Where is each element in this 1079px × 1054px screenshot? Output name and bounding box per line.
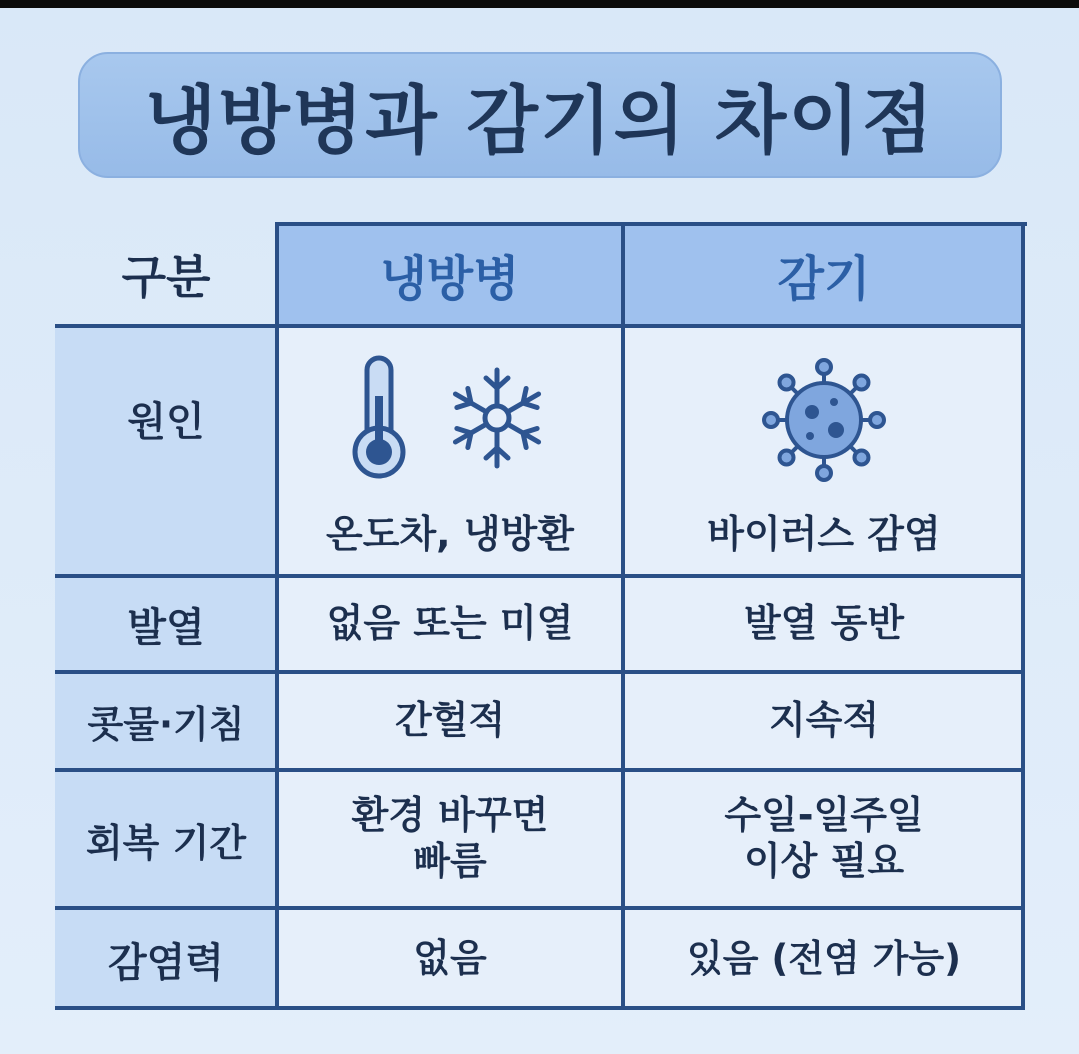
recovery-ac-cell bbox=[277, 770, 623, 908]
grid-line-row-5 bbox=[55, 906, 1025, 910]
contagious-cold-cell: 있음 (전염 가능) bbox=[623, 908, 1025, 1010]
top-border bbox=[0, 0, 1079, 8]
comparison-table bbox=[55, 222, 1025, 1010]
recovery-cold-line-1: 수일-일주일 bbox=[724, 793, 924, 838]
grid-line-row-4 bbox=[55, 768, 1025, 772]
cause-cold-cell bbox=[623, 326, 1025, 576]
fever-cold-cell: 발열 동반 bbox=[623, 576, 1025, 672]
cause-ac-text: 온도차, 냉방환 bbox=[326, 512, 574, 557]
row-label-recovery-period: 회복 기간 bbox=[55, 770, 277, 908]
cause-cold-text: 바이러스 감염 bbox=[707, 512, 941, 557]
grid-line-right bbox=[1021, 222, 1025, 1010]
cause-ac-icons bbox=[351, 354, 549, 482]
contagious-ac-cell: 없음 bbox=[277, 908, 623, 1010]
header-cold: 감기 bbox=[623, 222, 1025, 326]
row-label-contagiousness: 감염력 bbox=[55, 908, 277, 1010]
grid-line-row-2 bbox=[55, 574, 1025, 578]
cause-cold-icons bbox=[762, 358, 886, 482]
header-air-conditioning-sickness: 냉방병 bbox=[277, 222, 623, 326]
cough-cold-cell: 지속적 bbox=[623, 672, 1025, 770]
grid-line-bottom bbox=[55, 1006, 1025, 1010]
page-title: 냉방병과 감기의 차이점 bbox=[144, 78, 936, 164]
header-category: 구분 bbox=[121, 250, 211, 304]
grid-line-col-2 bbox=[621, 222, 625, 1010]
recovery-ac-line-2: 빠름 bbox=[413, 839, 487, 883]
recovery-cold-line-2: 이상 필요 bbox=[743, 839, 905, 883]
grid-line-top bbox=[275, 222, 1027, 226]
title-banner bbox=[78, 52, 1002, 178]
cough-ac-cell: 간헐적 bbox=[277, 672, 623, 770]
grid-line-row-3 bbox=[55, 670, 1025, 674]
cause-ac-cell bbox=[277, 326, 623, 576]
row-label-runny-nose-cough: 콧물·기침 bbox=[55, 672, 277, 770]
virus-icon bbox=[762, 358, 886, 482]
grid-line-col-1 bbox=[275, 222, 279, 1010]
recovery-ac-line-1: 환경 바꾸면 bbox=[351, 793, 549, 838]
recovery-cold-cell bbox=[623, 770, 1025, 908]
snowflake-icon bbox=[445, 366, 549, 470]
row-label-fever: 발열 bbox=[55, 576, 277, 672]
thermometer-icon bbox=[351, 354, 407, 482]
row-label-cause: 원인 bbox=[55, 326, 277, 576]
fever-ac-cell: 없음 또는 미열 bbox=[277, 576, 623, 672]
grid-line-row-1 bbox=[55, 324, 1025, 328]
